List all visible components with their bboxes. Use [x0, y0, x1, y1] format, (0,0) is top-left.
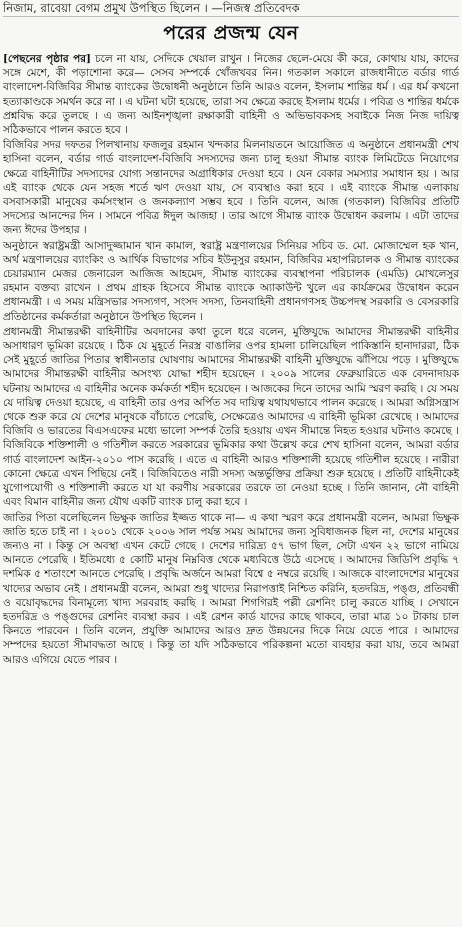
paragraph-text: চলে না যায়, সেদিকে খেয়াল রাখুন । নিজের ছেলে-মেয়ে কী করে, কোথায় যায়, কাদের সঙ্গে মেশে, কী পড়াশোনা করে— সেসব সম্পর্কে খোঁজখবর নিন। গতকাল সকালে রাজধানীতে বর্ডার গার্ড বাংলাদেশ-বিজিবির সীমান্ত ব্যাংকের উদ্বোধনী অনুষ্ঠানে তিনি আরও বলেন, ইসলাম শান্তির ধর্ম । এর ধর্ম কখনো হত্যাকাণ্ডকে সমর্থন করে না । এ ঘটনা ঘটা হয়েছে, তারা সব ক্ষেত্রে করছে ইসলাম ধর্মের । পবিত্র ও শান্তির ধর্মকে প্রশ্নবিদ্ধ করে তুলছে । এ জন্য আইনশৃঙ্খলা রক্ষাকারী বাহিনী ও অভিভাবকসহ সবাইকে নিজ নিজ দায়িত্ব সঠিকভাবে পালন করতে হবে ।: [3, 53, 459, 137]
article-paragraph: [3, 52, 459, 137]
article-paragraph: জাতির পিতা বলেছিলেন ভিক্ষুক জাতির ইজ্জত থাকে না— এ কথা স্মরণ করে প্রধানমন্ত্রী বলেন, আমরা ভিক্ষুক জাতি হতে চাই না । ২০০১ থেকে ২০০৬ সাল পর্যন্ত সময় আমাদের জন্য সুবিধাজনক ছিল না, দেশের মানুষের জন্যও না । কিন্তু সে অবস্থা এখন কেটে গেছে । দেশের দারিদ্র্য ৫৭ ভাগ ছিল, সেটা এখন ২২ ভাগে নামিয়ে আনতে পেরেছি । ইতিমধ্যে ৫ কোটি মানুষ নিম্নবিত্ত থেকে মধ্যবিত্তে উঠে এসেছে । আমাদের জিডিপি প্রবৃদ্ধি ৭ দশমিক ৫ শতাংশে আনতে পেরেছি । প্রবৃদ্ধি অর্জনে আমরা বিশ্বে ৫ নম্বরে রয়েছি । আজকে বাংলাদেশের মানুষের খাদ্যের অভাব নেই । প্রধানমন্ত্রী বলেন, আমরা শুধু খাদ্যের নিরাপত্তাই নিশ্চিত করিনি, হতদরিদ্র, পঙ্গু, প্রতিবন্ধী ও বয়োবৃদ্ধদের বিনামূল্যে খাদ্য সরবরাহ করছি । আমরা শিগগিরই পল্লী রেশনিং চালু করতে যাচ্ছি । সেখানে হতদরিদ্র ও পঙ্গুদের রেশনিং ব্যবস্থা করব । এই রেশন কার্ড যাদের কাছে থাকবে, তারা মাত্র ১০ টাকায় চাল কিনতে পারবেন । তিনি বলেন, প্রযুক্তি আমাদের আরও দ্রুত উন্নয়নের দিকে নিয়ে যেতে পারে । আমাদের সম্পদের হয়তো সীমাবদ্ধতা আছে । কিন্তু তা যদি সঠিকভাবে পরিকল্পনা মতো ব্যবহার করা যায়, তবে আমরা আরও এগিয়ে যেতে পারব ।: [3, 511, 459, 666]
article-headline: পরের প্রজন্ম যেন: [163, 22, 299, 44]
article-paragraph: প্রধানমন্ত্রী সীমান্তরক্ষী বাহিনীটির অবদানের কথা তুলে ধরে বলেন, মুক্তিযুদ্ধে আমাদের সীমান্তরক্ষী বাহিনীর অসাধারণ ভূমিকা রয়েছে । ঠিক যে মুহূর্তে নিরস্ত্র বাঙালির ওপর হামলা চালিয়েছিল পাকিস্তানি হানাদাররা, ঠিক সেই মুহূর্তে জাতির পিতার স্বাধীনতার ঘোষণায় আমাদের সীমান্তরক্ষী বাহিনী মুক্তিযুদ্ধে ঝাঁপিয়ে পড়ে । মুক্তিযুদ্ধে আমাদের সীমান্তরক্ষী বাহিনীর অসংখ্য যোদ্ধা শহীদ হয়েছেন । ২০০৯ সালের ফেব্রুয়ারিতে এক বেদনাদায়ক ঘটনায় আমাদের এ বাহিনীর অনেক কর্মকর্তা শহীদ হয়েছেন । আজকের দিনে তাদের আমি স্মরণ করছি । যে সময় যে দায়িত্ব দেওয়া হয়েছে, এ বাহিনী তার ওপর অর্পিত সব দায়িত্ব যথাযথভাবে পালন করেছে । আমরা অগ্নিসন্ত্রাস থেকে শুরু করে যে দেশের মানুষকে বাঁচাতে পেরেছি, সেক্ষেত্রেও আমাদের এ বাহিনী ভূমিকা রেখেছে । আমাদের বিজিবি ও ভারতের বিএসএফের মধ্যে ভালো সম্পর্ক তৈরি হওয়ায় এখন সীমান্তে নিহত হওয়ার ঘটনাও কমেছে । বিজিবিকে শক্তিশালী ও গতিশীল করতে সরকারের ভূমিকার কথা উল্লেখ করে শেখ হাসিনা বলেন, আমরা বর্ডার গার্ড বাংলাদেশ আইন-২০১০ পাস করেছি । এতে এ বাহিনী আরও শক্তিশালী হয়েছে গতিশীল হয়েছে । নারীরা কোনো ক্ষেত্রে এখন পিছিয়ে নেই । বিজিবিতেও নারী সদস্য অন্তর্ভুক্তির প্রক্রিয়া শুরু হয়েছে । প্রতিটি বাহিনীকেই যুগোপযোগী ও শক্তিশালী করতে যা যা করণীয় সরকারের তরফে তা নেওয়া হচ্ছে । তিনি জানান, নৌ বাহিনী এবং বিমান বাহিনীর জন্য যৌথ একটি ব্যাংক চালু করা হবে ।: [3, 325, 459, 509]
previous-article-tail: নিজাম, রাবেয়া বেগম প্রমুখ উপস্থিত ছিলেন । —নিজস্ব প্রতিবেদক: [3, 0, 459, 17]
article-paragraph: বিজিবির সদর দফতর পিলখানায় ফজলুর রহমান খন্দকার মিলনায়তনে আয়োজিত এ অনুষ্ঠানে প্রধানমন্ত্রী শেখ হাসিনা বলেন, বর্ডার গার্ড বাংলাদেশ-বিজিবি সদস্যদের জন্য চালু হওয়া সীমান্ত ব্যাংক লিমিটেডে নিয়োগের ক্ষেত্রে বাহিনীটির সদস্যদের যোগ্য সন্তানদের অগ্রাধিকার দেওয়া হবে । যেন বেকার সমস্যার সমাধান হয় । আর এই ব্যাংক থেকে যেন সহজ শর্তে ঋণ দেওয়া যায়, সে ব্যবস্থাও করা হবে । এই ব্যাংকে সীমান্ত এলাকায় বসবাসকারী মানুষের কর্মসংস্থান ও জনকল্যাণ সম্ভব হবে । তিনি বলেন, আজ (গতকাল) বিজিবির প্রতিটি সদস্যের আনন্দের দিন । সামনে পবিত্র ঈদুল আজহা । তার আগে সীমান্ত ব্যাংক উদ্বোধন করলাম । এটা তাদের জন্য ঈদের উপহার ।: [3, 139, 459, 237]
article-body: [3, 52, 459, 667]
continuation-marker: [পেছনের পৃষ্ঠার পর]: [3, 53, 91, 65]
article-paragraph: অনুষ্ঠানে স্বরাষ্ট্রমন্ত্রী আসাদুজ্জামান খান কামাল, স্বরাষ্ট্র মন্ত্রণালয়ের সিনিয়র সচিব ড. মো. মোজাম্মেল হক খান, অর্থ মন্ত্রণালয়ের ব্যাংকিং ও আর্থিক বিভাগের সচিব ইউনুসুর রহমান, বিজিবির মহাপরিচালক ও সীমান্ত ব্যাংকের চেয়ারম্যান মেজর জেনারেল আজিজ আহমেদ, সীমান্ত ব্যাংকের ব্যবস্থাপনা পরিচালক (এমডি) মোখলেসুর রহমান বক্তব্য রাখেন । প্রথম গ্রাহক হিসেবে সীমান্ত ব্যাংকে অ্যাকাউন্ট খুলে এর কার্যক্রমের উদ্বোধন করেন প্রধানমন্ত্রী । এ সময় মন্ত্রিসভার সদস্যগণ, সংসদ সদস্য, তিনবাহিনী প্রধানগণসহ উচ্চপদস্থ সরকারি ও বেসরকারি প্রতিষ্ঠানের কর্মকর্তারা অনুষ্ঠানে উপস্থিত ছিলেন ।: [3, 239, 459, 323]
